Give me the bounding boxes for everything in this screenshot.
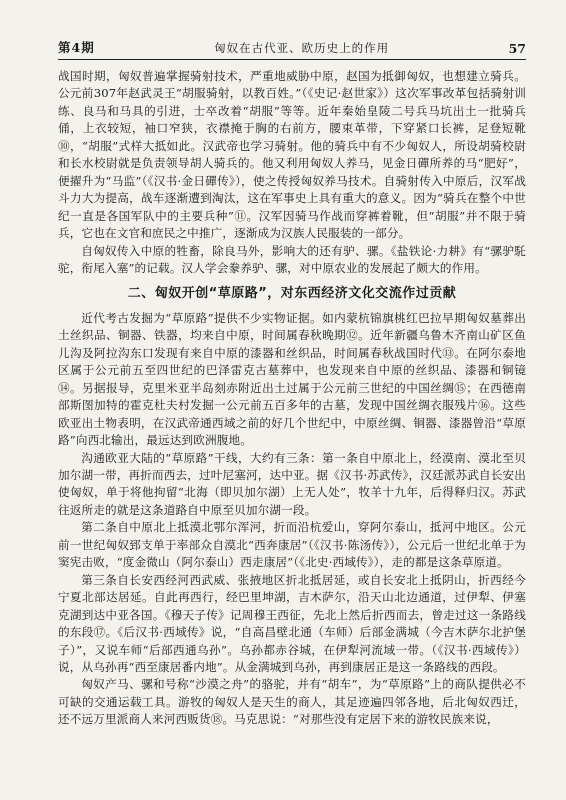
running-head	[58, 40, 526, 60]
paragraph-transport: 匈奴产马、骡和号称“沙漠之舟”的骆驼，并有“胡车”，为“草原路”上的商队提供必不可缺的交通运载工具。游牧的匈奴人是天生的商人，其足迹遍四邻各地，后北匈奴西迁，还不远万里派商人来河西贩货⑱。马克思说：“对那些没有定居下来的游牧民族来说，	[58, 677, 526, 727]
paragraph-route-two: 第二条自中原北上抵漠北鄂尔浑河，折而沿杭爱山，穿阿尔泰山，抵河中地区。公元前一世纪匈奴郅支单于率部众自漠北“西奔康居”（《汉书·陈汤传》），公元后一世纪北单于为窦宪击败，“度金微山（阿尔泰山）西走康居”（《北史·西域传》），走的都是这条草原道。	[58, 520, 526, 570]
article-body	[58, 68, 526, 729]
section-heading: 二、匈奴开创“草原路”，对东西经济文化交流作过贡献	[127, 286, 457, 302]
paragraph-route-three: 第三条自长安西经河西武威、张掖地区折北抵居延，或自长安北上抵阴山，折西经今宁夏北部达居延。自此再西行，经巴里坤湖，吉木萨尔，沿天山北边通道，过伊犁、伊塞克湖到达中亚各国。《穆天子传》记周穆王西征，先北上然后折西而去，曾走过这一条路线的东段⑰。《后汉书·西域传》说，“自高昌壁北通（车师）后部金满城（今吉木萨尔北护堡子）”，又说车师“后部西通乌孙”。乌孙都赤谷城，在伊犁河流域一带。（《汉书·西域传》）说，从乌孙再“西至康居番内地”。从金满城到乌孙，再到康居正是这一条路线的西段。	[58, 572, 526, 674]
issue-label: 第4期	[58, 40, 95, 55]
paragraph-archaeology: 近代考古发掘为“草原路”提供不少实物证据。如内蒙杭锦旗桃红巴拉早期匈奴墓葬出土丝织品、铜器、铁器，均来自中原，时间属春秋晚期⑫。近年新疆乌鲁木齐南山矿区鱼儿沟及阿拉沟东口发现有来自中原的漆器和丝织品，时间属春秋战国时代⑬。在阿尔泰地区属于公元前五至四世纪的巴泽雷克古墓葬中，也发现来自中原的丝织品、漆器和铜镜⑭。另据报导，克里米亚半岛刻赤附近出土过属于公元前三世纪的中国丝绸⑮；在西德南部斯图加特的霍克杜夫村发掘一公元前五百多年的古墓，发现中国丝绸衣服残片⑯。这些欧亚出土物表明，在汉武帝通西域之前的好几个世纪中，中原丝绸、铜器、漆器曾沿“草原路”向西北输出，最远达到欧洲腹地。	[58, 310, 526, 448]
paragraph-cavalry: 战国时期，匈奴普遍掌握骑射技术，严重地威胁中原，赵国为抵御匈奴，也想建立骑兵。公元前307年赵武灵王“胡服骑射，以教百姓。”（《史记·赵世家》）这次军事改革包括骑射训练、良马和马具的引进，士卒改着“胡服”等等。近年秦始皇陵二号兵马坑出土一批骑兵俑，上衣较短，袖口窄狭，衣襟掩于胸的右前方，腰束革带，下穿紧口长裤，足登短靴⑩，“胡服”式样大抵如此。汉武帝也学习骑射。他的骑兵中有不少匈奴人，所设胡骑校尉和长水校尉就是负责领导胡人骑兵的。他又利用匈奴人养马，见金日磾所养的马“肥好”，便擢升为“马监”（《汉书·金日磾传》），使之传授匈奴养马技术。自骑射传入中原后，汉军战斗力大为提高，战车逐渐遭到淘汰，这在军事史上具有重大的意义。因为“骑兵在整个中世纪一直是各国军队中的主要兵种”⑪。汉军因骑马作战而穿裤着靴，但“胡服”并不限于骑兵，它也在文官和庶民之中推广，逐渐成为汉族人民服装的一部分。	[58, 69, 526, 241]
paragraph-livestock: 自匈奴传入中原的牲畜，除良马外，影响大的还有驴、骡。《盐铁论·力耕》有“骡驴馲驼，衔尾入塞”的记载。汉人学会豢养驴、骡，对中原农业的发展起了颇大的作用。	[58, 243, 526, 275]
article-running-title: 匈奴在古代亚、欧历史上的作用	[214, 41, 390, 55]
page-number: 57	[508, 41, 526, 56]
paragraph-route-one: 沟通欧亚大陆的“草原路”干线，大约有三条：第一条自中原北上，经漠南、漠北至贝加尔湖一带，再折而西去，过叶尼塞河，达中亚。据《汉书·苏武传》，汉廷派苏武自长安出使匈奴，单于将他拘留“北海（即贝加尔湖）上无人处”，牧羊十九年，后得释归汉。苏武往返所走的就是这条道路自中原至贝加尔湖一段。	[58, 450, 526, 517]
